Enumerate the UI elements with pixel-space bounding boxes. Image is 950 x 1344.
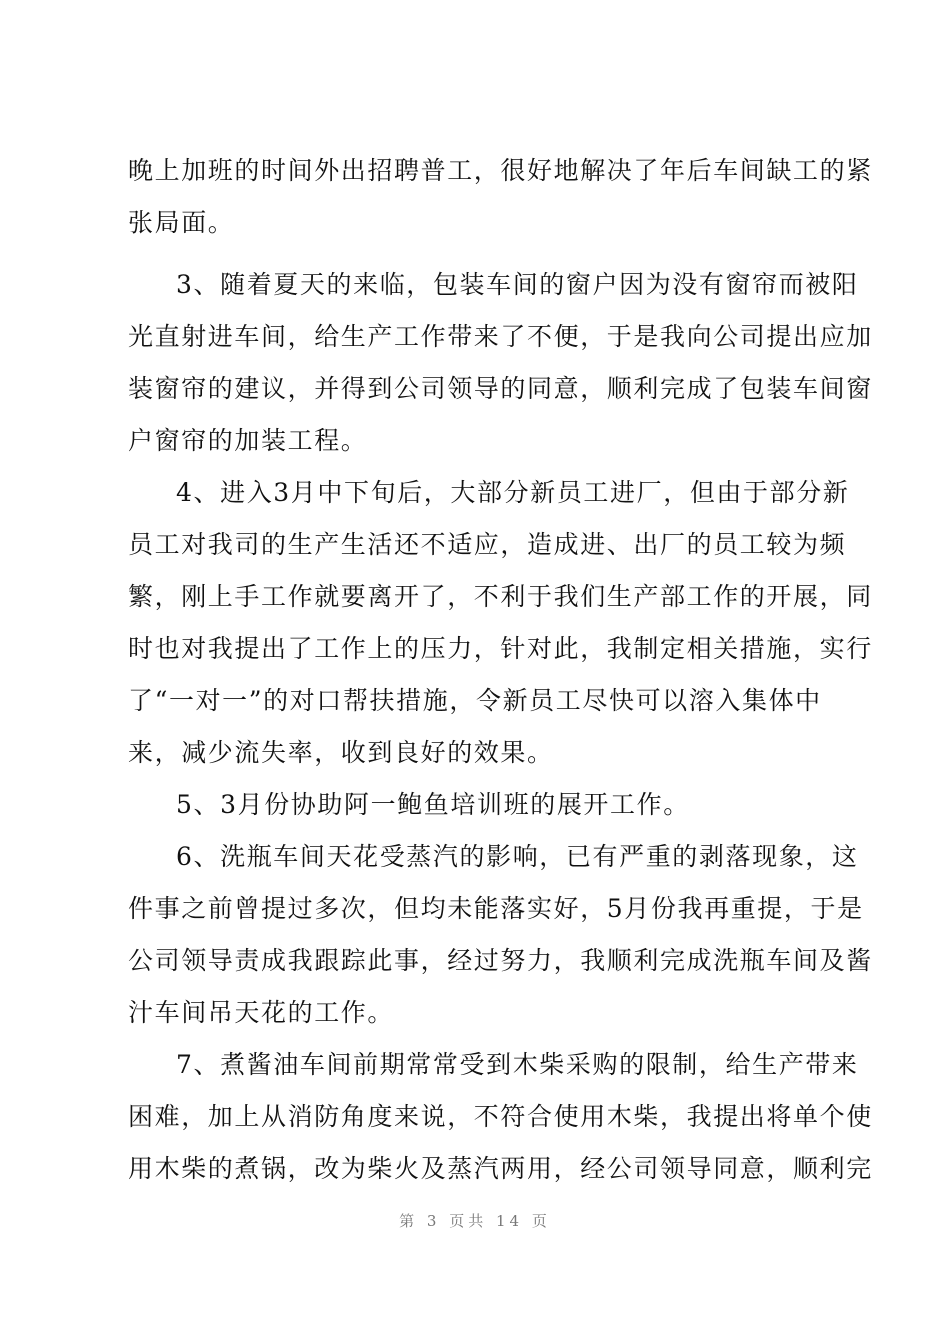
text-line: 3、随着夏天的来临，包装车间的窗户因为没有窗帘而被阳 [176, 270, 859, 299]
text-line: 装窗帘的建议，并得到公司领导的同意，顺利完成了包装车间窗 [128, 374, 873, 403]
text-line: 公司领导责成我跟踪此事，经过努力，我顺利完成洗瓶车间及酱 [128, 946, 873, 975]
page-number: 第 3 页共 14 页 [399, 1212, 551, 1230]
text-line: 时也对我提出了工作上的压力，针对此，我制定相关措施，实行 [128, 634, 873, 663]
text-line: 户窗帘的加装工程。 [128, 426, 368, 455]
text-line: 繁，刚上手工作就要离开了，不利于我们生产部工作的开展，同 [128, 582, 873, 611]
text-line: 晚上加班的时间外出招聘普工，很好地解决了年后车间缺工的紧 [128, 156, 873, 185]
text-line: 件事之前曾提过多次，但均未能落实好，5月份我再重提，于是 [128, 894, 864, 923]
text-line: 5、3月份协助阿一鲍鱼培训班的展开工作。 [176, 790, 690, 819]
text-line: 6、洗瓶车间天花受蒸汽的影响，已有严重的剥落现象，这 [176, 842, 859, 871]
text-line: 7、煮酱油车间前期常常受到木柴采购的限制，给生产带来 [176, 1050, 859, 1079]
text-line: 光直射进车间，给生产工作带来了不便，于是我向公司提出应加 [128, 322, 873, 351]
text-line: 4、进入3月中下旬后，大部分新员工进厂，但由于部分新 [176, 478, 850, 507]
text-line: 用木柴的煮锅，改为柴火及蒸汽两用，经公司领导同意，顺利完 [128, 1154, 873, 1183]
text-line: 了“一对一”的对口帮扶措施，令新员工尽快可以溶入集体中 [128, 686, 822, 715]
text-line: 员工对我司的生产生活还不适应，造成进、出厂的员工较为频 [128, 530, 847, 559]
text-line: 来，减少流失率，收到良好的效果。 [128, 738, 554, 767]
text-line: 困难，加上从消防角度来说，不符合使用木柴，我提出将单个使 [128, 1102, 873, 1131]
text-line: 张局面。 [128, 208, 235, 237]
text-line: 汁车间吊天花的工作。 [128, 998, 395, 1027]
